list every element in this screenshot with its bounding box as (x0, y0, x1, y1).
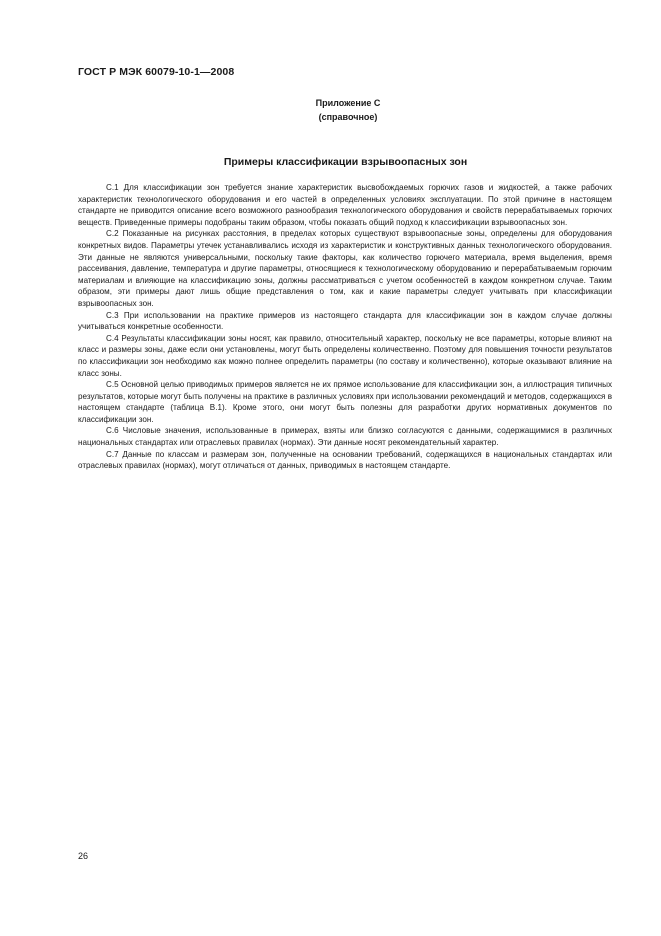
paragraph-c5: С.5 Основной целью приводимых примеров является не их прямое использование для классификации зон, а иллюстрация типичных результатов, которые могут быть получены на практике в различных условиях при использовании рекомендаций и методов, содержащихся в настоящем стандарте (таблица В.1). Кроме этого, они могут быть полезны для разработки других нормативных документов по классификации зон. (78, 380, 612, 424)
section-title: Примеры классификации взрывоопасных зон (223, 156, 468, 168)
paragraph-c7: С.7 Данные по классам и размерам зон, полученные на основании требований, содержащихся в национальных стандартах или отраслевых правилах (нормах), могут отличаться от данных, приводимых в настоящем стандарте. (78, 449, 612, 471)
paragraph-c6: С.6 Числовые значения, использованные в примерах, взяты или близко согласуются с данными, содержащимися в различных национальных стандартах или отраслевых правилах (нормах). Эти данные носят рекомендательный характер. (78, 426, 612, 448)
annex-heading (0, 96, 661, 124)
paragraph-c1: С.1 Для классификации зон требуется знание характеристик высвобождаемых горючих газов и жидкостей, а также рабочих характеристик технологического оборудования и его частей в определенных условиях эксплуатации. По этой причине в настоящем стандарте не приводится описание всего возможного разнообразия технологического оборудования и свойств перерабатываемых горючих веществ. Приведенные примеры подобраны таким образом, чтобы показать общий подход к классификации взрывоопасных зон. (78, 183, 612, 227)
annex-label: Приложение С (315, 98, 381, 108)
paragraph-c4: С.4 Результаты классификации зоны носят, как правило, относительный характер, поскольку не все параметры, которые влияют на класс и размеры зоны, даже если они установлены, могут быть определены количественно. Поэтому для повышения точности результатов по классификации зон необходимо как можно полнее определить параметры (по составу и количественно), которые оказывают влияние на класс зоны. (78, 333, 612, 378)
annex-type: (справочное) (318, 112, 378, 122)
paragraph-c3: С.3 При использовании на практике примеров из настоящего стандарта для классификации зон в каждом случае должны учитываться конкретные особенности. (78, 310, 612, 332)
paragraph-c2: С.2 Показанные на рисунках расстояния, в пределах которых существуют взрывоопасные зоны, определены для оборудования конкретных видов. Параметры утечек устанавливались исходя из характеристик и конструктивных данных технологического оборудования. Эти данные не являются универсальными, поскольку такие факторы, как количество горючего материала, время выделения, время рассеивания, давление, температура и другие параметры, относящиеся к технологическому оборудованию и перерабатываемым горючим материалам и влияющие на классификацию зоны, должны рассматриваться с учетом особенностей в каждом конкретном случае. Таким образом, эти примеры дают лишь общие представления о том, как и какие параметры следует учитывать при классификации взрывоопасных зон. (78, 229, 612, 308)
document-header: ГОСТ Р МЭК 60079-10-1—2008 (78, 66, 235, 78)
body-text (78, 182, 612, 472)
page-number: 26 (78, 851, 89, 861)
